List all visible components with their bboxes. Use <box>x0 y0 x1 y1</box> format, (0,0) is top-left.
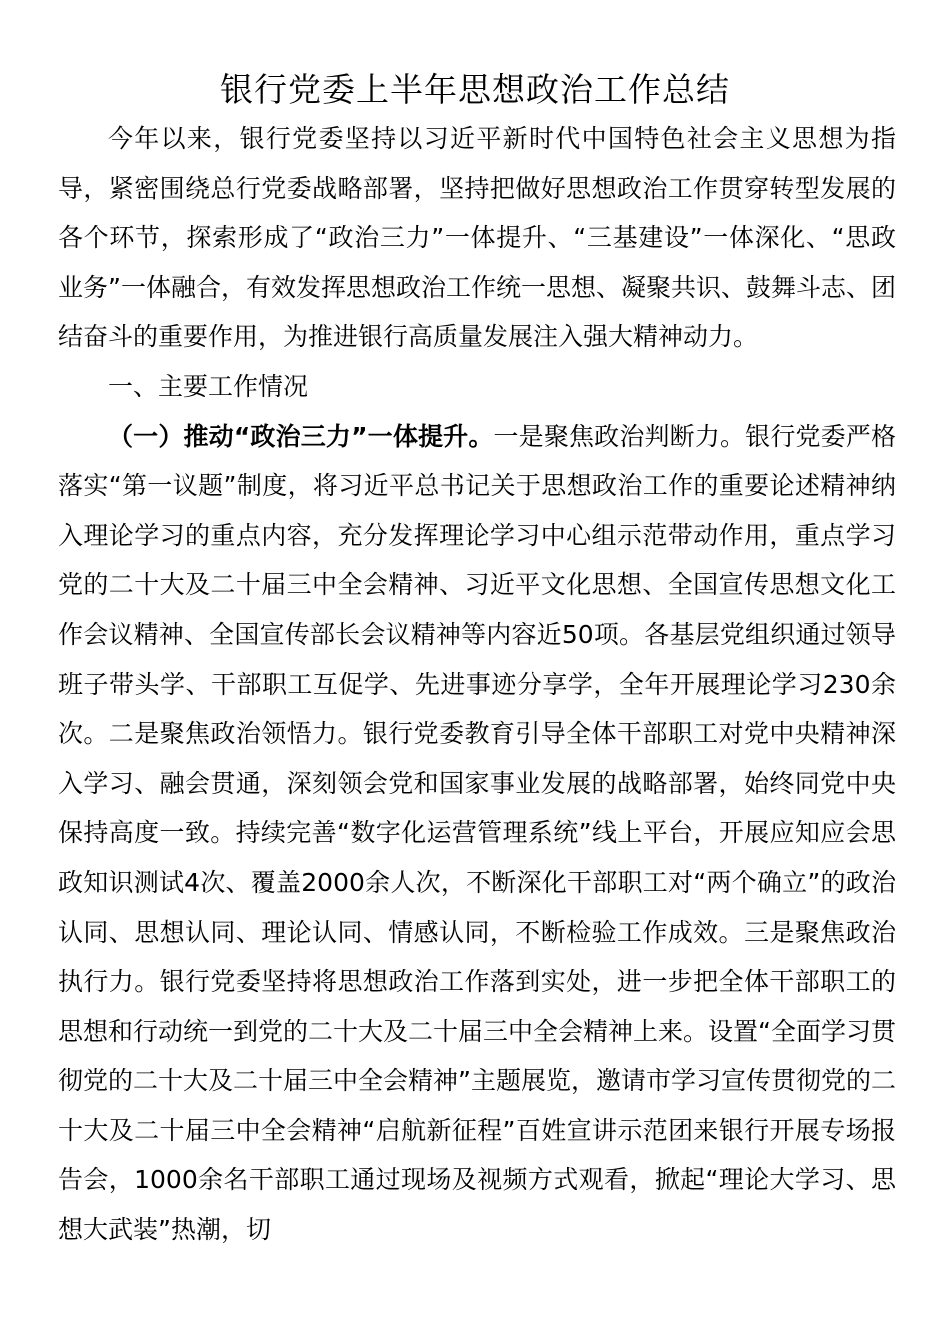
section-heading: 一、主要工作情况 <box>108 371 309 401</box>
document-title: 银行党委上半年思想政治工作总结 <box>220 70 730 109</box>
intro-paragraph: 今年以来，银行党委坚持以习近平新时代中国特色社会主义思想为指导，紧密围绕总行党委战略部署，坚持把做好思想政治工作贯穿转型发展的各个环节，探索形成了“政治三力”一体提升、“三基建设”一体深化、“思政业务”一体融合，有效发挥思想政治工作统一思想、凝聚共识、鼓舞斗志、团结奋斗的重要作用，为推进银行高质量发展注入强大精神动力。 <box>58 124 896 352</box>
document-body <box>58 114 896 1255</box>
subsection-paragraph <box>58 412 896 1255</box>
subsection-body: 一是聚焦政治判断力。银行党委严格落实“第一议题”制度，将习近平总书记关于思想政治工作的重要论述精神纳入理论学习的重点内容，充分发挥理论学习中心组示范带动作用，重点学习党的二十大及二十届三中全会精神、习近平文化思想、全国宣传思想文化工作会议精神、全国宣传部长会议精神等内容近50项。各基层党组织通过领导班子带头学、干部职工互促学、先进事迹分享学，全年开展理论学习230余次。二是聚焦政治领悟力。银行党委教育引导全体干部职工对党中央精神深入学习、融会贯通，深刻领会党和国家事业发展的战略部署，始终同党中央保持高度一致。持续完善“数字化运营管理系统”线上平台，开展应知应会思政知识测试4次、覆盖2000余人次，不断深化干部职工对“两个确立”的政治认同、思想认同、理论认同、情感认同，不断检验工作成效。三是聚焦政治执行力。银行党委坚持将思想政治工作落到实处，进一步把全体干部职工的思想和行动统一到党的二十大及二十届三中全会精神上来。设置“全面学习贯彻党的二十大及二十届三中全会精神”主题展览，邀请市学习宣传贯彻党的二十大及二十届三中全会精神“启航新征程”百姓宣讲示范团来银行开展专场报告会，1000余名干部职工通过现场及视频方式观看，掀起“理论大学习、思想大武装”热潮，切 <box>58 421 896 1245</box>
subsection-heading: （一）推动“政治三力”一体提升。 <box>108 421 494 451</box>
